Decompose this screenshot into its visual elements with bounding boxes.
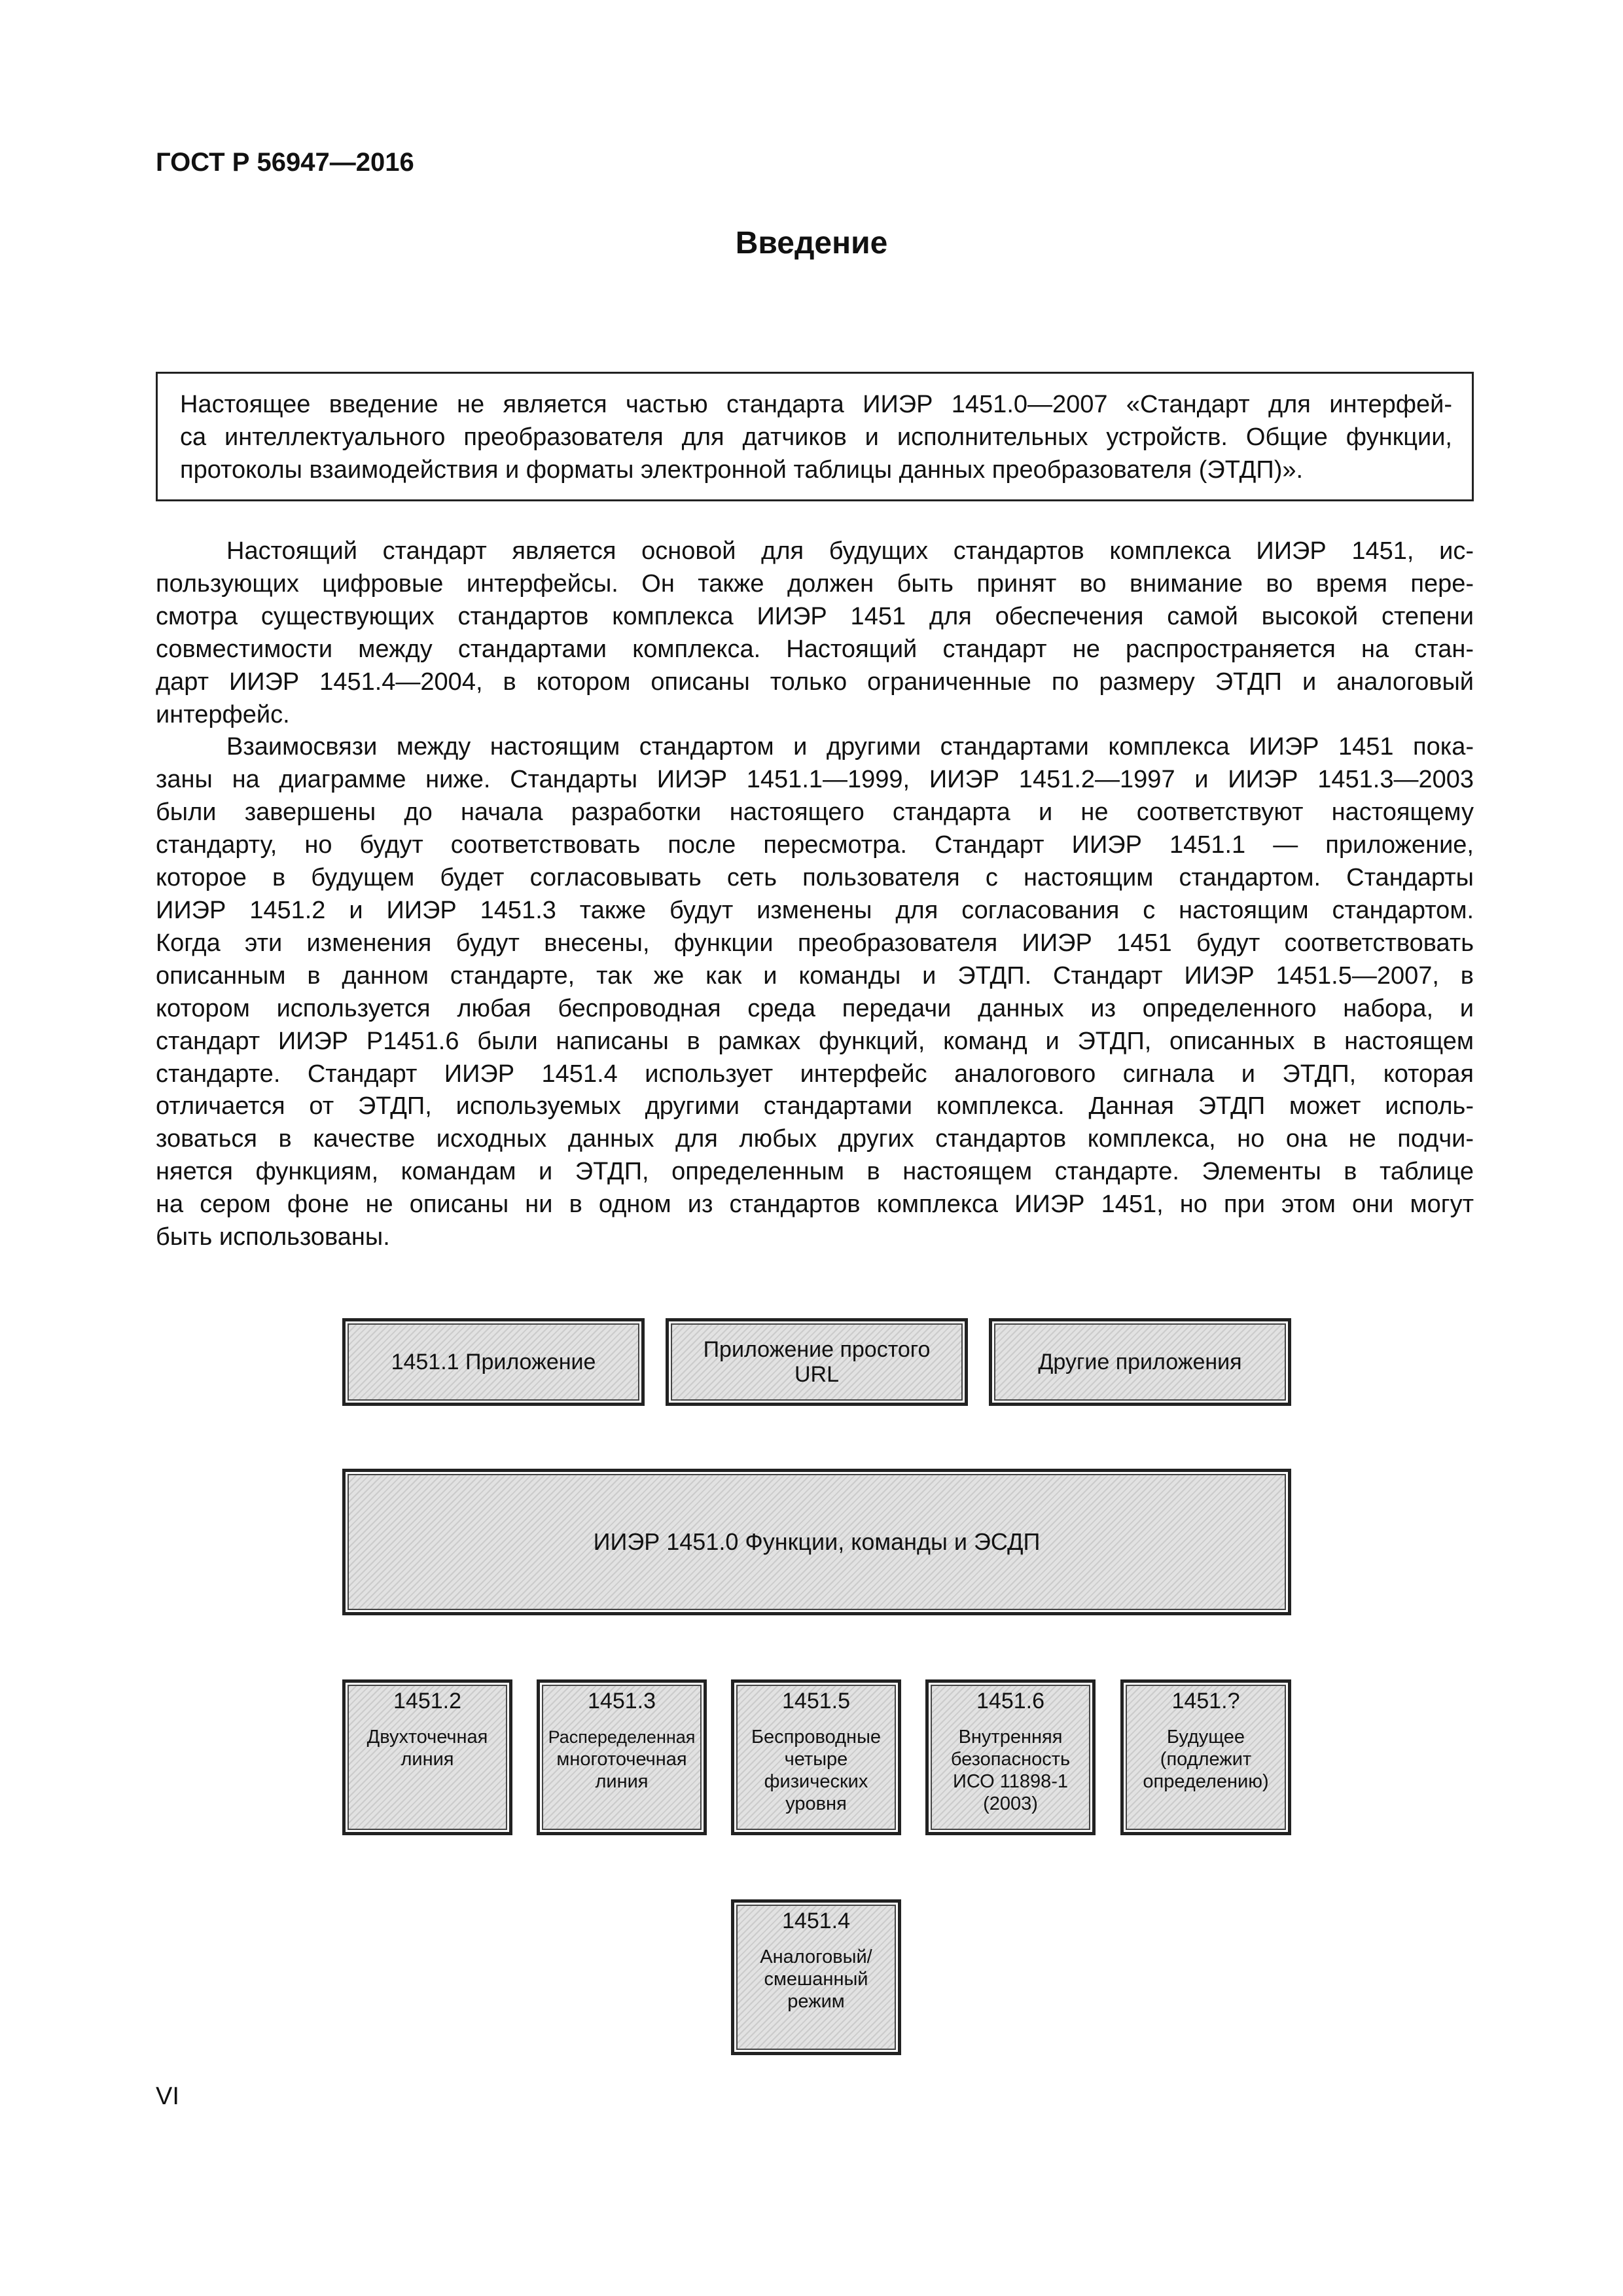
diagram-box-label: уровня	[785, 1793, 847, 1814]
diagram-box-1451-6	[925, 1679, 1096, 1835]
body-line: заны на диаграмме ниже. Стандарты ИИЭР 1451.1—1999, ИИЭР 1451.2—1997 и ИИЭР 1451.3—2003	[156, 766, 1474, 794]
diagram-box-label: безопасность	[950, 1749, 1071, 1770]
body-line: няется функциям, командам и ЭТДП, определенным в настоящем стандарте. Элементы в таблице	[156, 1158, 1474, 1186]
diagram-box-app-other	[989, 1318, 1291, 1406]
body-line: Когда эти изменения будут внесены, функции преобразователя ИИЭР 1451 будут соответствовать	[156, 929, 1474, 957]
body-line: дарт ИИЭР 1451.4—2004, в котором описаны только ограниченные по размеру ЭТДП и аналоговый	[156, 668, 1474, 696]
body-line: стандарту, но будут соответствовать после пересмотра. Стандарт ИИЭР 1451.1 — приложение,	[156, 831, 1474, 859]
diagram-box-label: Аналоговый/	[760, 1946, 872, 1967]
diagram-box-label: Будущее	[1166, 1727, 1245, 1748]
diagram-box-core-1451-0	[342, 1469, 1291, 1615]
body-line: отличается от ЭТДП, используемых другими стандартами комплекса. Данная ЭТДП может исполь-	[156, 1092, 1474, 1121]
diagram-box-label: Беспроводные	[751, 1727, 882, 1748]
diagram-box-code: 1451.3	[588, 1689, 656, 1713]
body-line: зоваться в качестве исходных данных для любых других стандартов комплекса, но она не подчи-	[156, 1125, 1474, 1153]
diagram-box-code: 1451.6	[976, 1689, 1044, 1713]
body-line: быть использованы.	[156, 1223, 390, 1251]
document-header: ГОСТ Р 56947—2016	[156, 148, 414, 177]
diagram-box-label: URL	[794, 1362, 840, 1387]
diagram-box-1451-2	[342, 1679, 512, 1835]
diagram-box-label: четыре	[784, 1749, 848, 1770]
section-title: Введение	[735, 226, 888, 260]
diagram-box-1451-5	[731, 1679, 901, 1835]
diagram-box-code: 1451.2	[393, 1689, 461, 1713]
diagram-box-1451-3	[537, 1679, 707, 1835]
diagram-box-label: Приложение простого	[703, 1337, 931, 1362]
diagram-box-code: 1451.4	[782, 1909, 850, 1933]
body-text	[156, 535, 1474, 1254]
diagram-box-label: (подлежит	[1160, 1749, 1252, 1770]
diagram-box-code: 1451.5	[782, 1689, 850, 1713]
notice-line: Настоящее введение не является частью стандарта ИИЭР 1451.0—2007 «Стандарт для интерфей-	[180, 391, 1452, 418]
body-line: которое в будущем будет согласовывать сеть пользователя с настоящим стандартом. Стандарты	[156, 864, 1474, 892]
diagram-box-label: Внутренняя	[958, 1727, 1063, 1748]
body-line: на сером фоне не описаны ни в одном из стандартов комплекса ИИЭР 1451, но при этом они могут	[156, 1191, 1474, 1219]
intro-notice-box	[156, 372, 1474, 501]
body-line: ИИЭР 1451.2 и ИИЭР 1451.3 также будут изменены для согласования с настоящим стандартом.	[156, 896, 1474, 924]
diagram-box-label: (2003)	[983, 1793, 1038, 1814]
diagram-box-label: Двухточечная	[366, 1727, 488, 1748]
body-line: пользующих цифровые интерфейсы. Он также должен быть принят во внимание во время пере-	[156, 569, 1474, 598]
diagram-box-label: смешанный	[764, 1969, 868, 1990]
diagram-box-label: ИИЭР 1451.0 Функции, команды и ЭСДП	[593, 1528, 1041, 1555]
diagram-box-label: физических	[764, 1771, 868, 1792]
diagram-box-app-simple-url	[666, 1318, 968, 1406]
diagram-box-1451-future	[1120, 1679, 1291, 1835]
body-line: интерфейс.	[156, 700, 290, 728]
body-line: были завершены до начала разработки настоящего стандарта и не соответствуют настоящему	[156, 798, 1474, 827]
body-line: Взаимосвязи между настоящим стандартом и другими стандартами комплекса ИИЭР 1451 пока-	[226, 733, 1474, 761]
body-line: совместимости между стандартами комплекса. Настоящий стандарт не распространяется на стан-	[156, 635, 1474, 663]
body-line: котором используется любая беспроводная среда передачи данных из определенного набора, и	[156, 994, 1474, 1022]
body-line: стандарт ИИЭР Р1451.6 были написаны в рамках функций, команд и ЭТДП, описанных в настоящем	[156, 1027, 1474, 1055]
diagram-box-label: линия	[401, 1749, 454, 1770]
notice-line: са интеллектуального преобразователя для датчиков и исполнительных устройств. Общие функции,	[180, 423, 1452, 451]
body-line: Настоящий стандарт является основой для будущих стандартов комплекса ИИЭР 1451, ис-	[226, 537, 1474, 565]
diagram-box-label: Распеределенная	[548, 1727, 696, 1747]
diagram-box-1451-4	[731, 1899, 901, 2055]
diagram-box-label: Другие приложения	[1038, 1350, 1242, 1374]
diagram-box-label: режим	[787, 1991, 845, 2012]
diagram-box-label: определению)	[1143, 1771, 1269, 1792]
diagram-box-label: многоточечная	[556, 1749, 687, 1770]
diagram-box-app-1451-1	[342, 1318, 645, 1406]
diagram-box-label: ИСО 11898-1	[952, 1771, 1069, 1792]
notice-line: протоколы взаимодействия и форматы электронной таблицы данных преобразователя (ЭТДП)».	[180, 456, 1304, 484]
page-number: VI	[156, 2083, 179, 2110]
body-line: смотра существующих стандартов комплекса ИИЭР 1451 для обеспечения самой высокой степени	[156, 602, 1474, 630]
diagram-box-label: 1451.1 Приложение	[391, 1350, 596, 1374]
body-line: описанным в данном стандарте, так же как и команды и ЭТДП. Стандарт ИИЭР 1451.5—2007, в	[156, 961, 1474, 990]
diagram-box-label: линия	[595, 1771, 649, 1792]
diagram-box-code: 1451.?	[1171, 1689, 1240, 1713]
body-line: стандарте. Стандарт ИИЭР 1451.4 использует интерфейс аналогового сигнала и ЭТДП, которая	[156, 1060, 1474, 1088]
